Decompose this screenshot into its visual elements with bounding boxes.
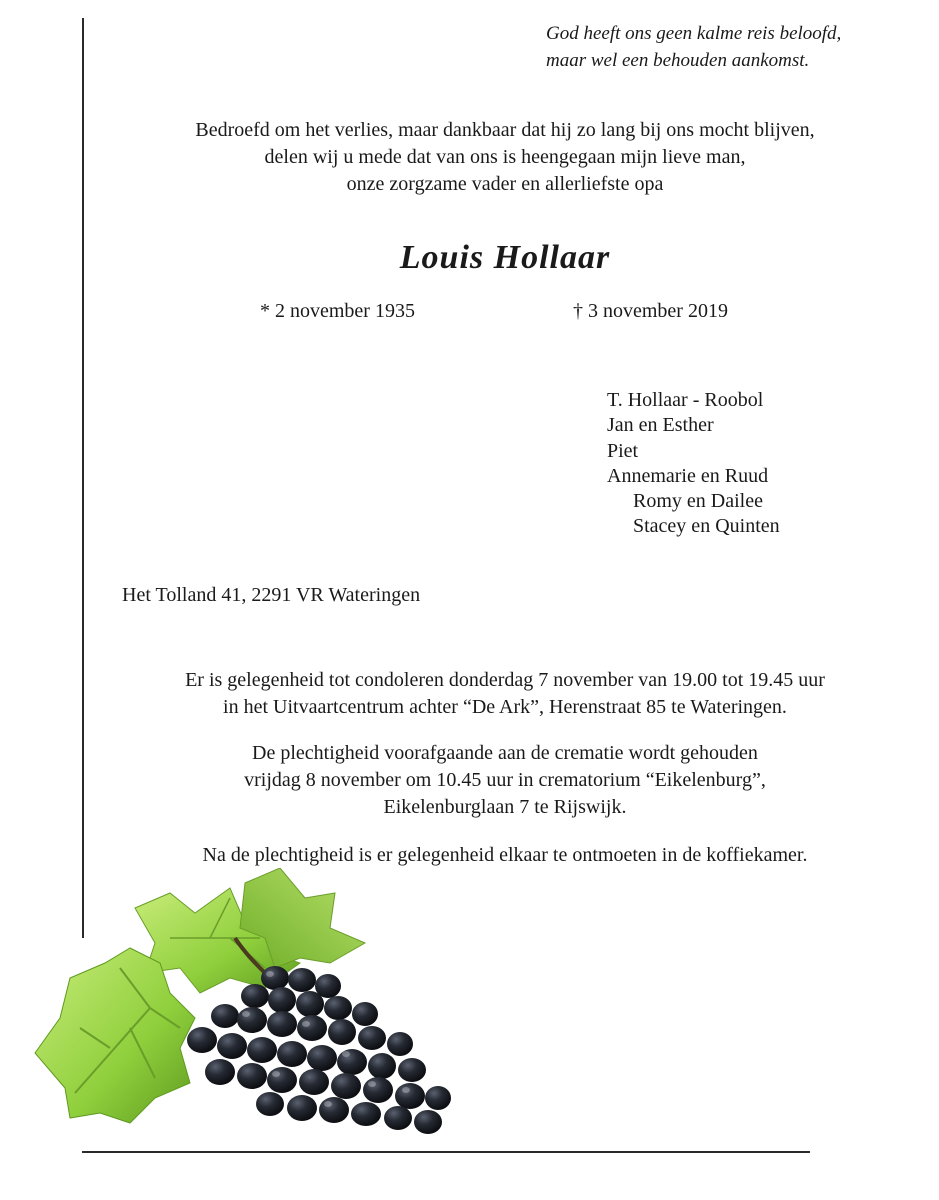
motto-line-1: God heeft ons geen kalme reis beloofd, [546,23,842,44]
condolence-line-2: in het Uitvaartcentrum achter “De Ark”, Herenstraat 85 te Wateringen. [223,696,787,718]
motto-quote [546,20,886,74]
deceased-name: Louis Hollaar [399,239,611,276]
left-vertical-rule [82,18,84,938]
intro-line-2: delen wij u mede dat van ons is heengegaan mijn lieve man, [264,146,746,168]
condolence-info [100,667,910,721]
grapes-illustration [30,868,460,1138]
vine-leaf [35,948,195,1123]
bottom-horizontal-rule [82,1151,810,1153]
family-member-grandchild: Stacey en Quinten [633,515,780,538]
death-date: † 3 november 2019 [573,300,728,322]
home-address: Het Tolland 41, 2291 VR Wateringen [122,584,421,606]
ceremony-line-3: Eikelenburglaan 7 te Rijswijk. [383,796,627,818]
family-member: Jan en Esther [607,414,714,437]
birth-date: * 2 november 1935 [260,300,415,322]
announcement-text [100,117,910,198]
ceremony-info [100,740,910,821]
condolence-line-1: Er is gelegenheid tot condoleren donderdag 7 november van 19.00 tot 19.45 uur [185,669,825,691]
family-member-grandchild: Romy en Dailee [633,490,763,513]
afterwards-line: Na de plechtigheid is er gelegenheid elkaar te ontmoeten in de koffiekamer. [202,844,808,866]
family-member: T. Hollaar - Roobol [607,389,764,411]
family-member: Piet [607,439,639,462]
ceremony-line-1: De plechtigheid voorafgaande aan de crematie wordt gehouden [252,742,758,764]
intro-line-1: Bedroefd om het verlies, maar dankbaar dat hij zo lang bij ons mocht blijven, [195,119,815,141]
grape-cluster [187,966,451,1134]
family-list [607,388,780,540]
intro-line-3: onze zorgzame vader en allerliefste opa [346,173,664,195]
afterwards-info [100,842,910,869]
motto-line-2: maar wel een behouden aankomst. [546,50,810,71]
family-member: Annemarie en Ruud [607,464,769,487]
ceremony-line-2: vrijdag 8 november om 10.45 uur in crematorium “Eikelenburg”, [244,769,766,791]
